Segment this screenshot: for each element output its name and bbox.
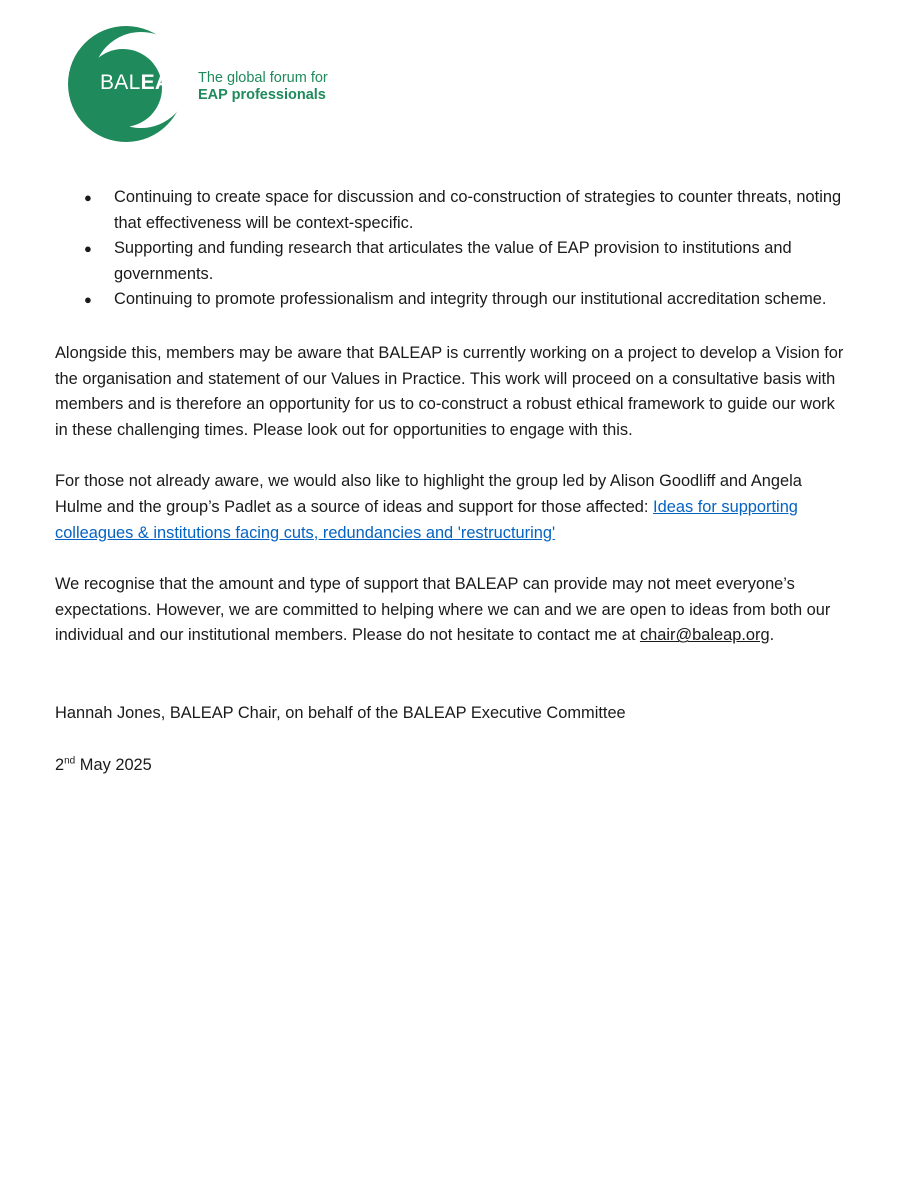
letter-body (55, 185, 845, 778)
logo-tagline-line1: The global forum for (198, 70, 328, 86)
logo-tagline-line2: EAP professionals (198, 87, 326, 103)
bullet-icon: ● (84, 241, 92, 257)
bullet-item: ● Continuing to promote professionalism and integrity through our institutional accreditation scheme. (55, 287, 845, 313)
baleap-logo (66, 22, 366, 150)
vision-paragraph: Alongside this, members may be aware that BALEAP is currently working on a project to develop a Vision for the organisation and statement of our Values in Practice. This work will proceed on a consultative basis with members and is therefore an opportunity for us to co-construct a robust ethical framework to guide our work in these challenging times. Please look out for opportunities to engage with this. (55, 343, 844, 439)
padlet-link[interactable]: Ideas for supporting colleagues & institutions facing cuts, redundancies and 'restructuring' (55, 497, 798, 542)
support-paragraph: We recognise that the amount and type of support that BALEAP can provide may not meet everyone’s expectations. However, we are committed to helping where we can and we are open to ideas from both our individual and our institutional members. Please do not hesitate to contact me at chair@baleap.org. (55, 575, 831, 645)
logo-wordmark: BALEAP (100, 71, 185, 94)
bullet-icon: ● (84, 292, 92, 308)
bullet-item: ● Supporting and funding research that articulates the value of EAP provision to institutions and governments. (55, 236, 845, 287)
logo-tagline (198, 70, 328, 104)
bullet-list (55, 185, 845, 313)
date: 2nd May 2025 (55, 755, 152, 774)
email-link[interactable]: chair@baleap.org (639, 626, 770, 645)
bullet-item: ● Continuing to create space for discussion and co-construction of strategies to counter threats, noting that effectiveness will be context-specific. (55, 185, 845, 236)
signature: Hannah Jones, BALEAP Chair, on behalf of the BALEAP Executive Committee (55, 703, 626, 722)
padlet-paragraph: For those not already aware, we would also like to highlight the group led by Alison Goodliff and Angela Hulme and the group’s Padlet as a source of ideas and support for those affected: Ideas for supporting colleagues & institutions facing cuts, redundancies and 'restructuring' (55, 472, 802, 542)
bullet-icon: ● (84, 190, 92, 205)
